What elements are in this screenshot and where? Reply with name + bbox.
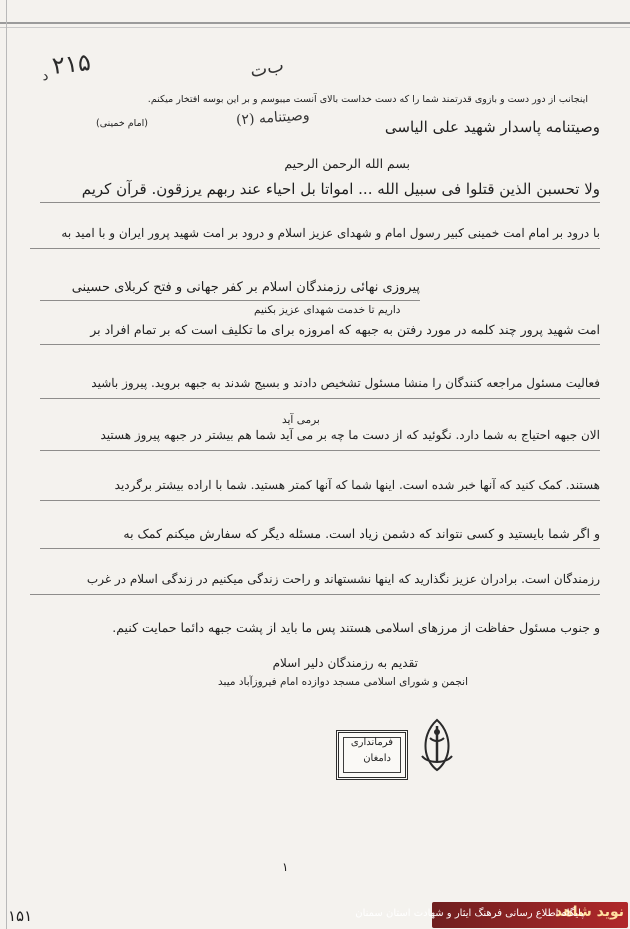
site-watermark-banner — [355, 902, 628, 928]
top-signature: ب‌ت — [248, 54, 286, 83]
page-number: ۲۱۵ — [50, 48, 93, 80]
handwritten-line-9: رزمندگان است. برادران عزیز نگذارید که اینها نشستهاند و راحت زندگی میکنیم در زندگی اسلام در غرب — [86, 572, 600, 586]
irgc-emblem-icon — [410, 716, 464, 774]
margin-note: وصیتنامه (۲) — [235, 107, 310, 129]
handwritten-line-6: الان جبهه احتیاج به شما دارد. نگوئید که از دست ما چه بر می آید شما هم بیشتر در جبهه پیروز هستید — [100, 428, 600, 442]
dedication: تقدیم به رزمندگان دلیر اسلام — [272, 656, 418, 670]
bismillah: بسم الله الرحمن الرحیم — [284, 156, 410, 171]
insert-note-2: برمی آید — [282, 414, 320, 426]
handwritten-line-1: ولا تحسبن الذین قتلوا فی سبیل الله ... امواتا بل احیاء عند ربهم یرزقون. قرآن کریم — [81, 180, 600, 198]
official-stamp — [336, 730, 408, 780]
top-border-line-secondary — [0, 27, 630, 28]
center-mark: ۱ — [282, 860, 289, 874]
ruled-line — [40, 548, 600, 549]
corner-page-number: ۱۵۱ — [8, 907, 33, 925]
handwritten-line-8: و اگر شما بایستید و کسی نتواند که دشمن زیاد است. مسئله دیگر که سفارش میکنم کمک به — [123, 526, 600, 541]
stamp-line-1: فرمانداری — [350, 737, 393, 748]
left-margin-line — [6, 0, 7, 929]
imam-quote: اینجانب از دور دست و بازوی قدرتمند شما را که دست خداست بالای آنست میبوسم و بر این بوسه افتخار میکنم. — [147, 94, 588, 105]
ruled-line — [40, 450, 600, 451]
ruled-line — [30, 594, 600, 595]
top-border-line — [0, 22, 630, 24]
banner-text: پایگاه اطلاع رسانی فرهنگ ایثار و شهادت استان سمنان — [355, 908, 584, 919]
ruled-line — [40, 398, 600, 399]
will-title: وصیتنامه پاسدار شهید علی الیاسی — [384, 118, 600, 136]
ruled-line — [40, 500, 600, 501]
stamp-line-2: دامغان — [363, 753, 391, 764]
handwritten-line-2: با درود بر امام امت خمینی کبیر رسول امام و شهدای عزیز اسلام و درود بر امت شهید پرور ایران و با امید به — [61, 226, 600, 240]
ruled-line — [40, 300, 420, 301]
handwritten-line-7: هستند. کمک کنید که آنها خبر شده است. اینها شما که آنها کمتر هستید. شما با اراده بیشتر برگردید — [114, 478, 600, 492]
ruled-line — [40, 344, 600, 345]
banner-logo: نوید شاهد — [554, 904, 624, 920]
quote-attribution: (امام خمینی) — [96, 118, 148, 129]
handwritten-line-10: و جنوب مسئول حفاظت از مرزهای اسلامی هستند پس ما باید از پشت جبهه دائما حمایت کنیم. — [112, 620, 600, 635]
organization: انجمن و شورای اسلامی مسجد دوازده امام فیروزآباد میبد — [218, 676, 468, 688]
insert-note: داریم تا خدمت شهدای عزیز بکنیم — [254, 304, 401, 316]
page-number-suffix: د — [40, 67, 50, 85]
handwritten-line-5: فعالیت مسئول مراجعه کنندگان را منشا مسئول تشخیص دادند و بسیج شدند به جبهه بروید. پیروز باشید — [91, 376, 600, 390]
ruled-line — [40, 202, 600, 203]
ruled-line — [30, 248, 600, 249]
handwritten-line-4: امت شهید پرور چند کلمه در مورد رفتن به جبهه که امروزه برای ما تکلیف است که بر تمام افراد بر — [90, 322, 600, 337]
handwritten-line-3: پیروزی نهائی رزمندگان اسلام بر کفر جهانی و فتح کربلای حسینی — [71, 280, 420, 295]
